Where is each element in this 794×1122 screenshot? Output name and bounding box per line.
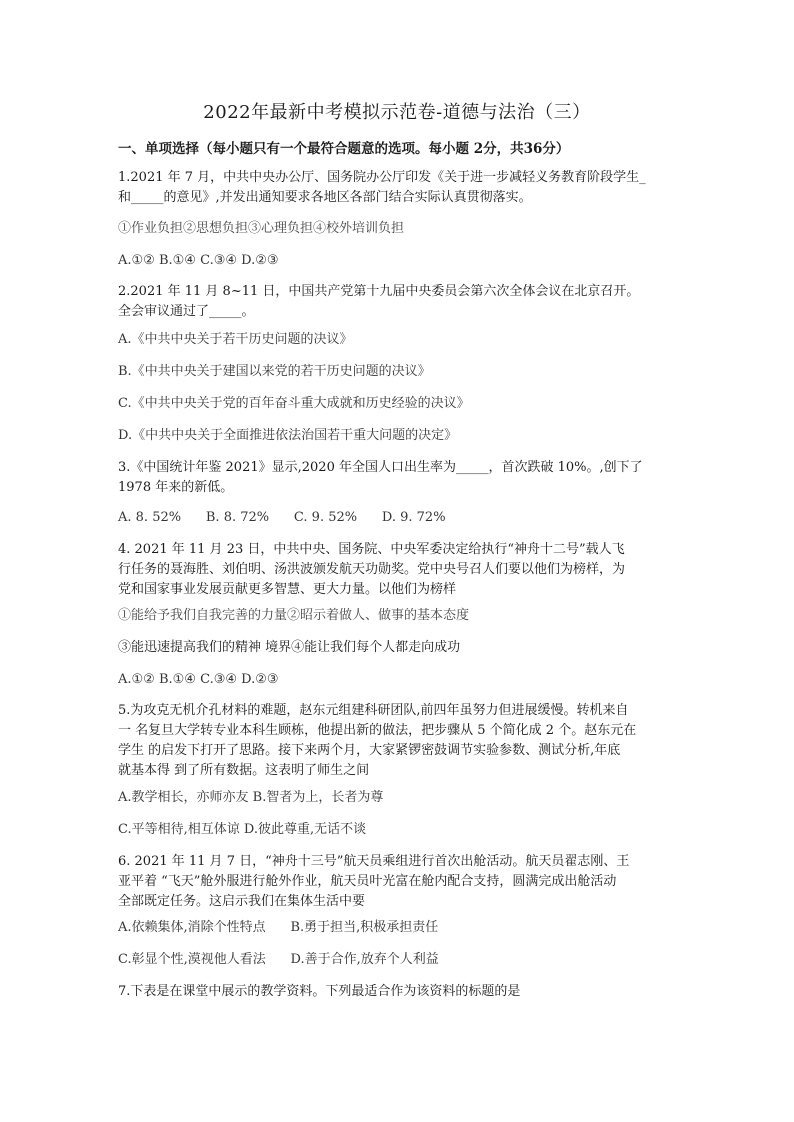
question-5-stem-line-2: 一 名复旦大学转专业本科生顾栋，他提出新的做法，把步骤从 5 个简化成 2 个。赵东元在 <box>118 723 637 738</box>
question-3-stem-line-2: 1978 年来的新低。 <box>118 480 234 495</box>
question-4-items-line-2: ③能迅速提高我们的精神 境界④能让我们每个人都走向成功 <box>118 640 461 655</box>
question-4-stem <box>118 540 688 600</box>
question-1-stem-line-2: 和_____的意见》,并发出通知要求各地区各部门结合实际认真贯彻落实。 <box>118 190 532 205</box>
question-1-items: ①作业负担②思想负担③心理负担④校外培训负担 <box>118 221 405 236</box>
question-5-stem <box>118 701 688 781</box>
question-5-stem-line-4: 就基本得 到了所有数据。这表明了师生之间 <box>118 763 370 778</box>
question-7-stem: 7.下表是在课堂中展示的教学资料。下列最适合作为该资料的标题的是 <box>118 984 521 999</box>
question-1-stem-line-1: 1.2021 年 7 月，中共中央办公厅、国务院办公厅印发《关于进一步减轻义务教育阶段学生_ <box>118 170 646 185</box>
question-4-stem-line-2: 行任务的聂海胜、刘伯明、汤洪波颁发航天功勋奖。党中央号召人们要以他们为榜样，为 <box>118 562 626 577</box>
page-title: 2022年最新中考模拟示范卷-道德与法治（三） <box>203 102 591 123</box>
question-2-option-d: D.《中共中央关于全面推进依法治国若干重大问题的决定》 <box>118 428 458 443</box>
question-6-options-line-2: C.彰显个性,漠视他人看法 D.善于合作,放弃个人利益 <box>118 952 439 967</box>
question-6-options-line-1: A.依赖集体,消除个性特点 B.勇于担当,积极承担责任 <box>118 920 439 935</box>
question-5-stem-line-3: 学生 的启发下打开了思路。接下来两个月，大家紧锣密鼓调节实验参数、测试分析,年底 <box>118 743 621 758</box>
question-1-stem <box>118 168 688 208</box>
question-3-options: A. 8. 52% B. 8. 72% C. 9. 52% D. 9. 72% <box>118 510 446 525</box>
question-2-stem-line-1: 2.2021 年 11 月 8~11 日，中国共产党第十九届中央委员会第六次全体会议在北京召开。 <box>118 284 640 299</box>
question-1-options: A.①② B.①④ C.③④ D.②③ <box>118 253 279 268</box>
question-6-stem-line-1: 6. 2021 年 11 月 7 日，“神舟十三号”航天员乘组进行首次出舱活动。航天员翟志刚、王 <box>118 854 630 869</box>
question-2-stem-line-2: 全会审议通过了_____。 <box>118 304 255 319</box>
question-3-stem-line-1: 3.《中国统计年鉴 2021》显示,2020 年全国人口出生率为_____，首次跌破 10%。,创下了 <box>118 460 643 475</box>
question-5-stem-line-1: 5.为攻克无机介孔材料的难题，赵东元组建科研团队,前四年虽努力但进展缓慢。转机来自 <box>118 703 629 718</box>
question-4-stem-line-3: 党和国家事业发展贡献更多智慧、更大力量。以他们为榜样 <box>118 582 457 597</box>
question-4-items-line-1: ①能给予我们自我完善的力量②昭示着做人、做事的基本态度 <box>118 608 470 623</box>
question-5-options-line-2: C.平等相待,相互体谅 D.彼此尊重,无话不谈 <box>118 822 367 837</box>
question-6-stem-line-3: 全部既定任务。这启示我们在集体生活中要 <box>118 894 366 909</box>
question-2-option-b: B.《中共中央关于建国以来党的若干历史问题的决议》 <box>118 364 431 379</box>
question-5-options-line-1: A.教学相长，亦师亦友 B.智者为上，长者为尊 <box>118 790 384 805</box>
question-3-stem <box>118 458 688 498</box>
section-heading: 一、单项选择（每小题只有一个最符合题意的选项。每小题 2分，共36分） <box>118 141 570 157</box>
question-4-stem-line-1: 4. 2021 年 11 月 23 日，中共中央、国务院、中央军委决定给执行“神舟十二号”载人飞 <box>118 542 625 557</box>
question-2-option-c: C.《中共中央关于党的百年奋斗重大成就和历史经验的决议》 <box>118 396 470 411</box>
question-2-stem <box>118 282 688 322</box>
question-6-stem <box>118 852 688 912</box>
question-4-options: A.①② B.①④ C.③④ D.②③ <box>118 672 279 687</box>
question-6-stem-line-2: 亚平着 “飞天”舱外服进行舱外作业，航天员叶光富在舱内配合支持，圆满完成出舱活动 <box>118 874 617 889</box>
question-2-option-a: A.《中共中央关于若干历史问题的决议》 <box>118 332 353 347</box>
